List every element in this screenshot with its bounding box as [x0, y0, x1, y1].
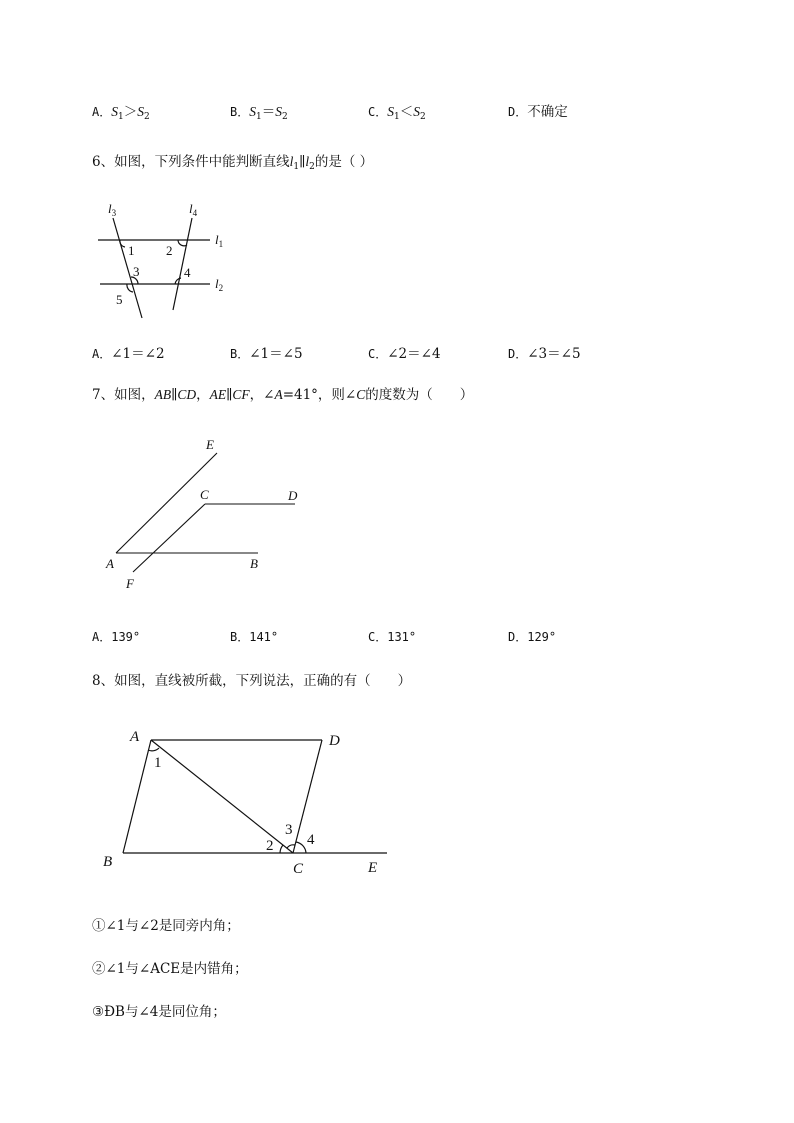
q7-option-a: A．139° — [92, 630, 141, 644]
line-l4 — [173, 218, 192, 310]
label-c: C — [293, 861, 304, 877]
label-e: E — [206, 437, 214, 452]
label-d: D — [329, 733, 340, 749]
segment-ac — [151, 740, 293, 853]
q6-option-a: A．∠1＝∠2 — [92, 346, 165, 362]
q8-statement-3: ③ÐB与∠4是同位角； — [92, 1004, 226, 1020]
label-b: B — [103, 854, 113, 870]
q7-option-b: B．141° — [230, 630, 279, 644]
label-a: A — [130, 729, 140, 745]
label-e: E — [368, 860, 378, 876]
q8-figure — [100, 720, 400, 880]
q8-statement-1: ①∠1与∠2是同旁内角； — [92, 918, 240, 934]
q8-statement-2: ②∠1与∠ACE是内错角； — [92, 961, 248, 977]
label-l4: $l_4$ — [189, 201, 198, 218]
q6-option-b: B．∠1＝∠5 — [230, 346, 303, 362]
label-angle-4: 4 — [307, 832, 315, 848]
q8-stem: 8、如图，直线被所截，下列说法，正确的有（ ） — [92, 673, 412, 689]
label-f: F — [126, 576, 134, 591]
label-angle-5: 5 — [116, 292, 123, 307]
label-l1: $l_1$ — [215, 232, 224, 249]
label-angle-1: 1 — [128, 243, 135, 258]
q6-option-d: D．∠3＝∠5 — [508, 346, 581, 362]
q5-option-c: C．$S_1<S_2$ — [368, 104, 426, 122]
label-angle-3: 3 — [285, 822, 293, 838]
segment-ab — [123, 740, 151, 853]
angle-arc-2 — [178, 240, 187, 246]
label-d: D — [288, 488, 298, 503]
angle-arc-2 — [280, 845, 283, 853]
q5-option-b: B．$S_1=S_2$ — [230, 104, 288, 122]
label-angle-4: 4 — [184, 265, 191, 280]
segment-ae — [116, 453, 217, 553]
segment-fc — [133, 504, 205, 572]
q5-option-a: A．$S_1>S_2$ — [92, 104, 150, 122]
q6-stem: 6、如图，下列条件中能判断直线$l_1\parallel l_2$的是（ ） — [92, 154, 374, 172]
label-angle-2: 2 — [266, 838, 274, 854]
label-angle-2: 2 — [166, 243, 173, 258]
q5-option-d: D．不确定 — [508, 104, 568, 120]
label-a: A — [106, 556, 114, 571]
label-l2: $l_2$ — [215, 276, 224, 293]
angle-arc-1 — [148, 748, 159, 751]
label-c: C — [200, 487, 209, 502]
q7-option-d: D．129° — [508, 630, 557, 644]
label-b: B — [250, 556, 258, 571]
q6-figure — [95, 198, 235, 323]
q7-stem: 7、如图，AB∥CD，AE∥CF，∠A=41°，则∠C的度数为（ ） — [92, 387, 474, 403]
label-l3: $l_3$ — [108, 201, 117, 218]
q6-option-c: C．∠2＝∠4 — [368, 346, 441, 362]
angle-arc-4 — [296, 842, 306, 853]
q7-figure — [100, 432, 300, 592]
label-angle-1: 1 — [154, 755, 162, 771]
label-angle-3: 3 — [133, 264, 140, 279]
q7-option-c: C．131° — [368, 630, 417, 644]
